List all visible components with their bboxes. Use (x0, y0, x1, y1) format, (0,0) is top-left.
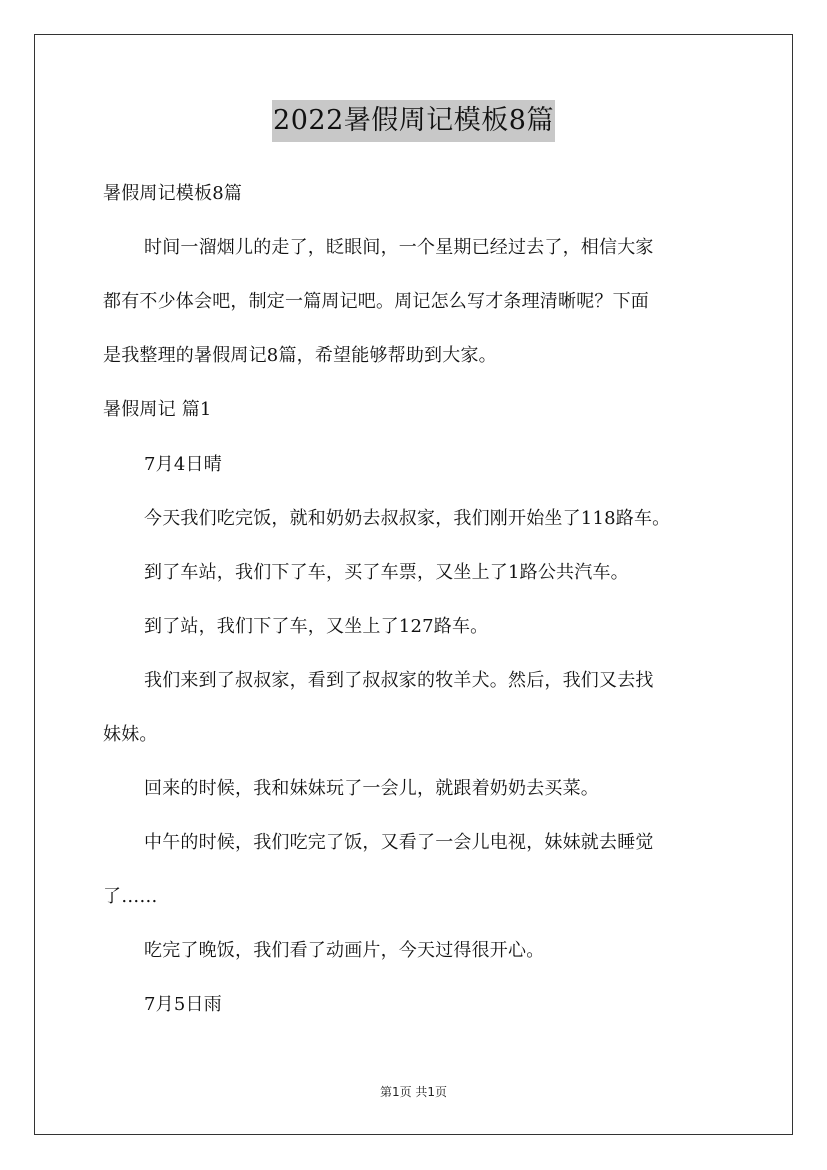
document-title: 2022暑假周记模板8篇 (272, 100, 555, 142)
title-container (0, 100, 827, 142)
entry-date-2: 7月5日雨 (144, 994, 222, 1015)
paragraph-line: 到了站，我们下了车，又坐上了127路车。 (144, 616, 489, 637)
paragraph-line: 到了车站，我们下了车，买了车票，又坐上了1路公共汽车。 (144, 562, 629, 583)
paragraph-line: 今天我们吃完饭，就和奶奶去叔叔家，我们刚开始坐了118路车。 (144, 508, 671, 529)
paragraph-line: 我们来到了叔叔家，看到了叔叔家的牧羊犬。然后，我们又去找 (144, 670, 654, 691)
section-heading: 暑假周记 篇1 (103, 399, 212, 420)
paragraph-line: 吃完了晚饭，我们看了动画片，今天过得很开心。 (144, 940, 545, 961)
paragraph-line: 中午的时候，我们吃完了饭，又看了一会儿电视，妹妹就去睡觉 (144, 832, 654, 853)
paragraph-line: 了…… (103, 886, 158, 907)
intro-line-3: 是我整理的暑假周记8篇，希望能够帮助到大家。 (103, 345, 497, 366)
intro-line-1: 时间一溜烟儿的走了，眨眼间，一个星期已经过去了，相信大家 (144, 237, 654, 258)
subtitle: 暑假周记模板8篇 (103, 183, 243, 204)
entry-date-1: 7月4日晴 (144, 454, 222, 475)
intro-line-2: 都有不少体会吧，制定一篇周记吧。周记怎么写才条理清晰呢？下面 (103, 291, 649, 312)
paragraph-line: 妹妹。 (103, 724, 158, 745)
paragraph-line: 回来的时候，我和妹妹玩了一会儿，就跟着奶奶去买菜。 (144, 778, 599, 799)
page-number: 第1页 共1页 (379, 1085, 448, 1099)
